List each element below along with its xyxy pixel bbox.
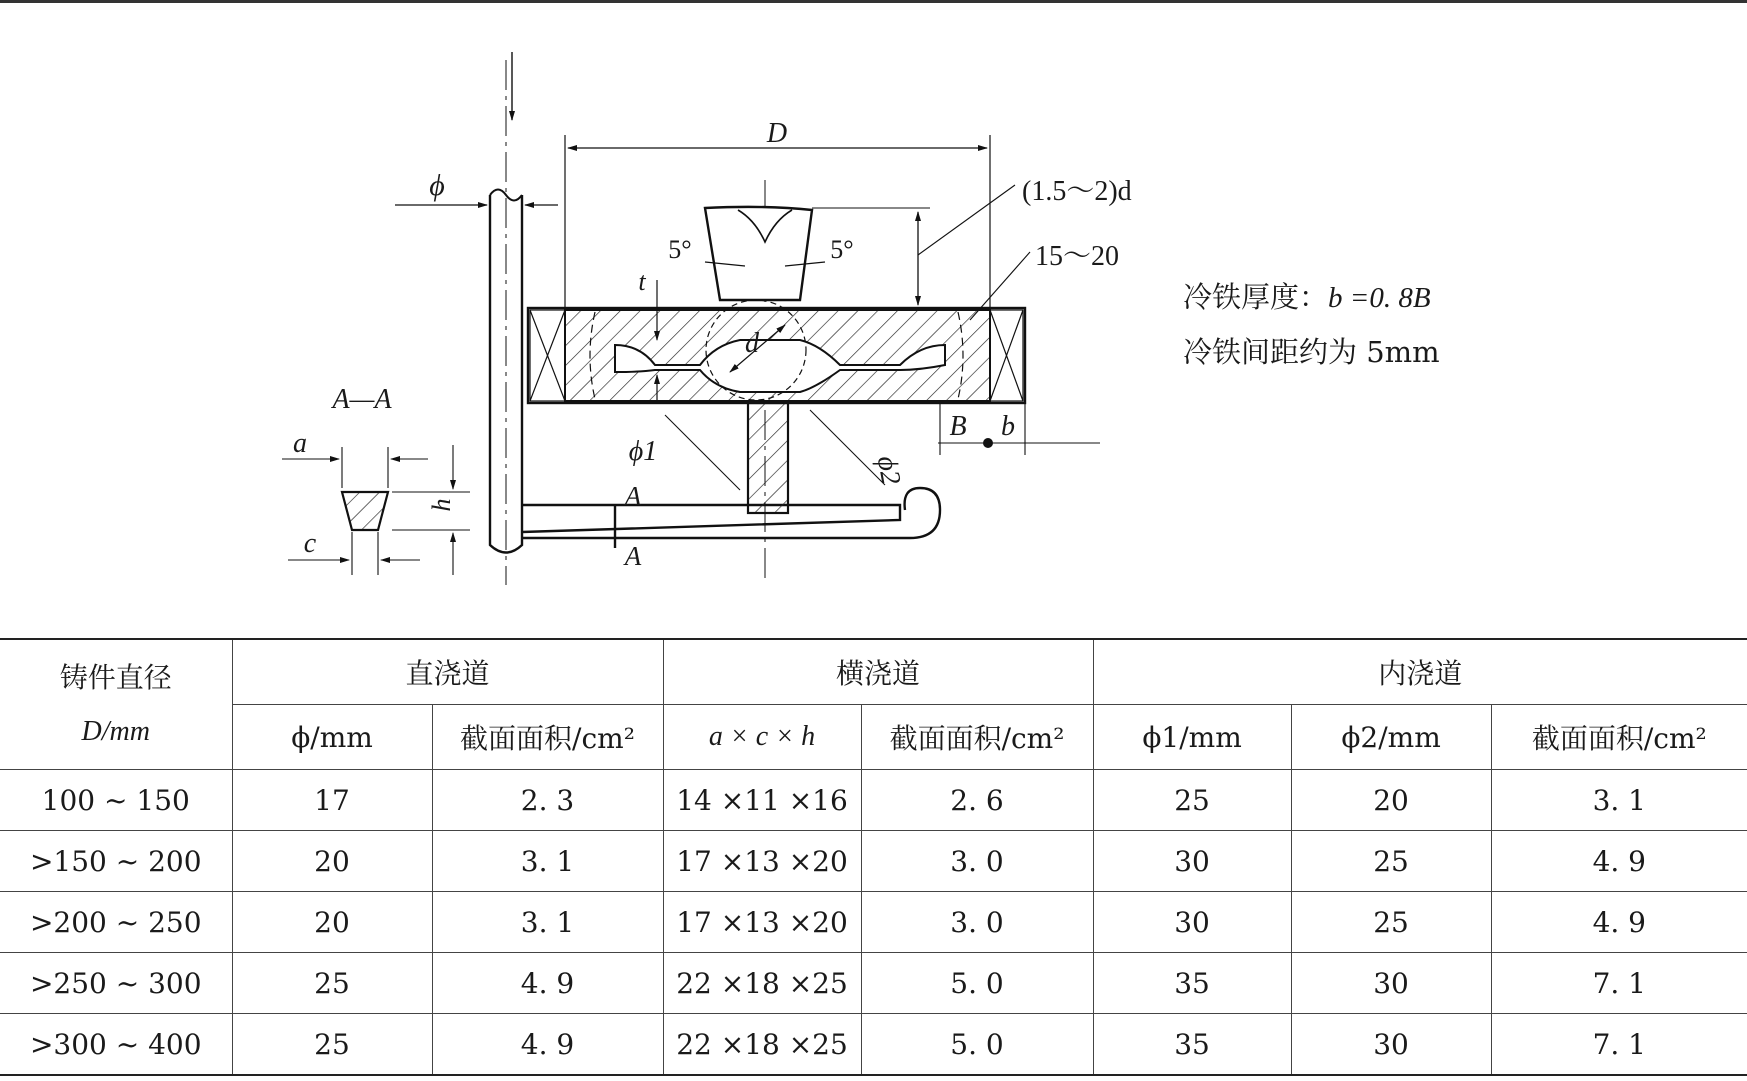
label-5deg-left: 5° — [668, 235, 692, 264]
table-row — [0, 831, 1747, 892]
label-section: A—A — [332, 384, 392, 415]
table-row — [0, 770, 1747, 831]
cell-ingate-area: 4. 9 — [1491, 831, 1747, 892]
cell-runner-area: 3. 0 — [861, 831, 1093, 892]
label-5deg-right: 5° — [830, 235, 854, 264]
cell-ingate-area: 7. 1 — [1491, 1014, 1747, 1076]
cell-runner-dims: 17 ×13 ×20 — [663, 831, 861, 892]
cell-ingate-area: 4. 9 — [1491, 892, 1747, 953]
header-casting-diameter — [0, 639, 232, 770]
cell-ingate-area: 3. 1 — [1491, 770, 1747, 831]
cell-ingate-phi2: 20 — [1291, 770, 1491, 831]
label-B: B — [949, 411, 967, 442]
note-chill-thickness — [1183, 275, 1431, 316]
cell-runner-dims: 22 ×18 ×25 — [663, 1014, 861, 1076]
label-phi: ϕ — [429, 169, 445, 202]
riser — [668, 207, 853, 300]
cell-diameter: >250 ~ 300 — [0, 953, 232, 1014]
label-D: D — [766, 118, 788, 149]
header-ingate-area: 截面面积/cm² — [1491, 705, 1747, 770]
cell-sprue-phi: 20 — [232, 892, 432, 953]
label-range-d: (1.5～2)d — [1022, 176, 1132, 207]
header-runner-area: 截面面积/cm² — [861, 705, 1093, 770]
cell-sprue-area: 3. 1 — [432, 831, 663, 892]
dimension-chill — [938, 403, 1100, 455]
gating-dimensions-table — [0, 638, 1747, 1076]
header-sprue-area: 截面面积/cm² — [432, 705, 663, 770]
cell-ingate-phi2: 25 — [1291, 831, 1491, 892]
cell-diameter: >200 ~ 250 — [0, 892, 232, 953]
cell-diameter: 100 ~ 150 — [0, 770, 232, 831]
label-b: b — [1001, 411, 1015, 442]
cell-ingate-phi2: 25 — [1291, 892, 1491, 953]
label-t: t — [638, 267, 646, 296]
cell-ingate-area: 7. 1 — [1491, 953, 1747, 1014]
cell-sprue-phi: 20 — [232, 831, 432, 892]
cell-runner-area: 5. 0 — [861, 953, 1093, 1014]
dimension-riser-height — [812, 176, 1132, 320]
note-chill-thickness-formula: b =0. 8B — [1328, 282, 1431, 314]
cell-runner-dims: 22 ×18 ×25 — [663, 953, 861, 1014]
cell-ingate-phi1: 35 — [1093, 953, 1291, 1014]
cell-ingate-phi2: 30 — [1291, 953, 1491, 1014]
header-sprue-phi: ϕ/mm — [232, 705, 432, 770]
cell-sprue-area: 2. 3 — [432, 770, 663, 831]
label-c: c — [303, 528, 317, 559]
cell-sprue-area: 4. 9 — [432, 953, 663, 1014]
header-casting-diameter-unit: D/mm — [81, 715, 150, 747]
header-runner: 横浇道 — [663, 639, 1093, 705]
header-sprue: 直浇道 — [232, 639, 663, 705]
cell-sprue-phi: 25 — [232, 953, 432, 1014]
cell-ingate-phi2: 30 — [1291, 1014, 1491, 1076]
label-A-bottom: A — [624, 541, 642, 571]
cell-ingate-phi1: 25 — [1093, 770, 1291, 831]
label-phi2: ϕ2 — [870, 453, 907, 487]
runner — [522, 481, 940, 571]
note-chill-thickness-prefix: 冷铁厚度： — [1183, 280, 1329, 314]
cell-sprue-area: 4. 9 — [432, 1014, 663, 1076]
table-row — [0, 953, 1747, 1014]
label-d: d — [745, 328, 759, 359]
table-row — [0, 892, 1747, 953]
label-phi1: ϕ1 — [628, 436, 658, 467]
label-h: h — [427, 498, 456, 512]
note-chill-spacing: 冷铁间距约为 5mm — [1183, 335, 1440, 369]
cell-runner-area: 5. 0 — [861, 1014, 1093, 1076]
cell-runner-dims: 14 ×11 ×16 — [663, 770, 861, 831]
header-runner-dims: a × c × h — [663, 705, 861, 770]
cell-ingate-phi1: 30 — [1093, 831, 1291, 892]
label-a: a — [293, 428, 307, 459]
header-ingate-phi1: ϕ1/mm — [1093, 705, 1291, 770]
table-row — [0, 1014, 1747, 1076]
label-15-20: 15～20 — [1035, 241, 1120, 272]
cell-runner-area: 3. 0 — [861, 892, 1093, 953]
section-A-A — [282, 384, 470, 575]
header-ingate: 内浇道 — [1093, 639, 1747, 705]
cell-diameter: >150 ~ 200 — [0, 831, 232, 892]
header-casting-diameter-label: 铸件直径 — [59, 661, 172, 695]
header-ingate-phi2: ϕ2/mm — [1291, 705, 1491, 770]
cell-ingate-phi1: 35 — [1093, 1014, 1291, 1076]
cell-runner-dims: 17 ×13 ×20 — [663, 892, 861, 953]
cell-sprue-area: 3. 1 — [432, 892, 663, 953]
cell-ingate-phi1: 30 — [1093, 892, 1291, 953]
cell-sprue-phi: 25 — [232, 1014, 432, 1076]
cell-runner-area: 2. 6 — [861, 770, 1093, 831]
label-A-top: A — [624, 481, 642, 511]
cell-diameter: >300 ~ 400 — [0, 1014, 232, 1076]
cell-sprue-phi: 17 — [232, 770, 432, 831]
